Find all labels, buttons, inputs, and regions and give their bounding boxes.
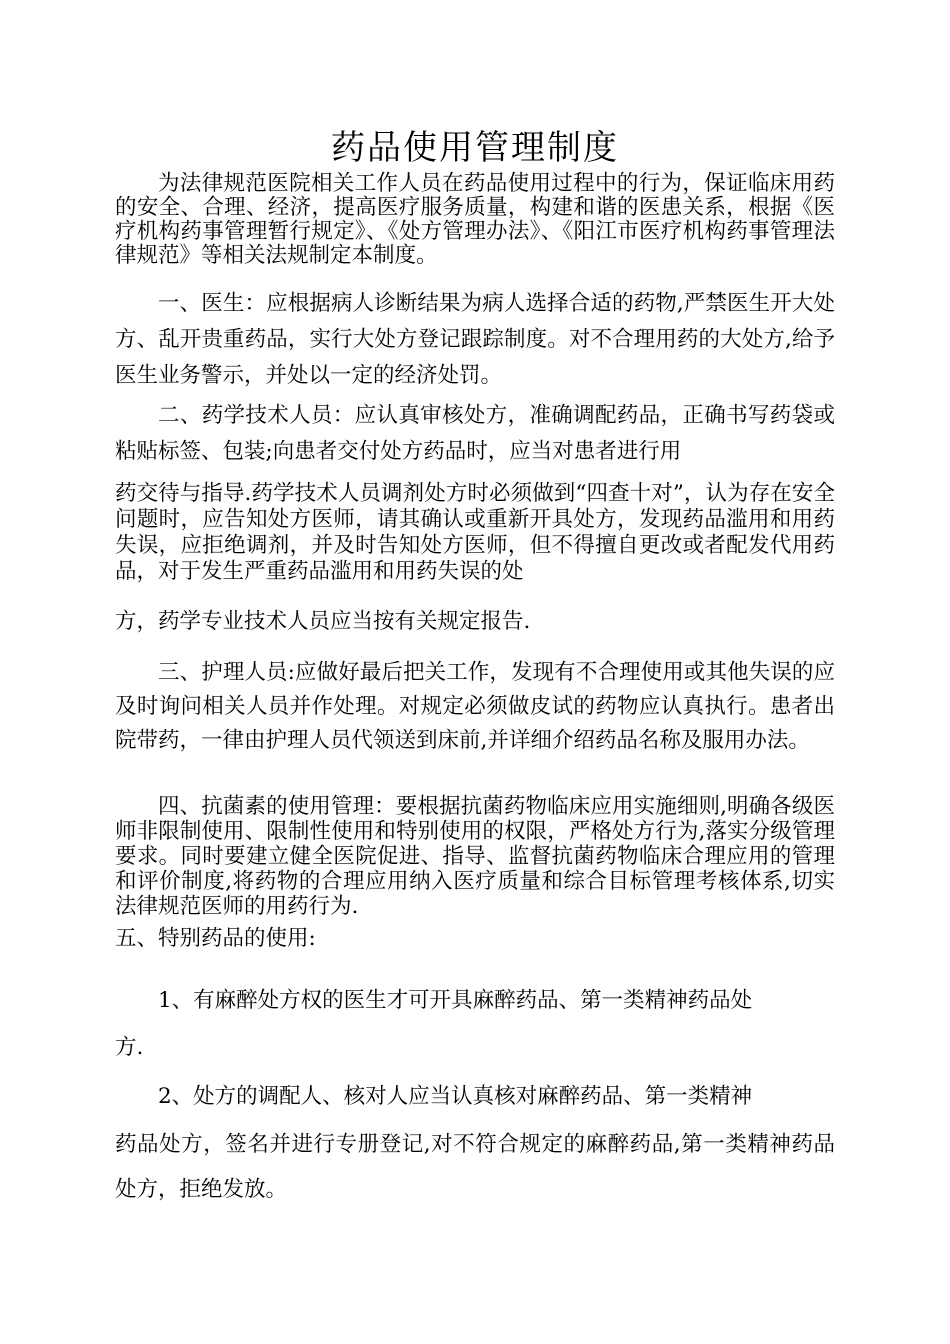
antibiotics-paragraph: 四、抗菌素的使用管理：要根据抗菌药物临床应用实施细则,明确各级医师非限制使用、限制性使用和特别使用的权限，严格处方行为,落实分级管理要求。同时要建立健全医院促进、指导、监督抗菌药物临床合理应用的管理和评价制度,将药物的合理应用纳入医疗质量和综合目标管理考核体系,切实法律规范医师的用药行为. — [115, 794, 835, 919]
pharmacist-paragraph-part-3: 方，药学专业技术人员应当按有关规定报告. — [115, 609, 531, 634]
special-item-1-line-2: 方. — [115, 1035, 144, 1060]
nurse-paragraph: 三、护理人员:应做好最后把关工作，发现有不合理使用或其他失误的应及时询问相关人员并作处理。对规定必须做皮试的药物应认真执行。患者出院带药，一律由护理人员代领送到床前,并详细介绍药品名称及服用办法。 — [115, 660, 835, 753]
special-item-2-line-2: 药品处方，签名并进行专册登记,对不符合规定的麻醉药品,第一类精神药品处方，拒绝发放。 — [115, 1132, 835, 1202]
intro-paragraph: 为法律规范医院相关工作人员在药品使用过程中的行为，保证临床用药的安全、合理、经济，提高医疗服务质量，构建和谐的医患关系，根据《医疗机构药事管理暂行规定》、《处方管理办法》、《阳江市医疗机构药事管理法律规范》等相关法规制定本制度。 — [115, 171, 835, 268]
special-item-1-line-1: 1、有麻醉处方权的医生才可开具麻醉药品、第一类精神药品处 — [158, 988, 753, 1013]
special-drugs-heading: 五、特别药品的使用: — [115, 926, 316, 951]
doctor-paragraph: 一、医生：应根据病人诊断结果为病人选择合适的药物,严禁医生开大处方、乱开贵重药品，实行大处方登记跟踪制度。对不合理用药的大处方,给予医生业务警示，并处以一定的经济处罚。 — [115, 291, 835, 388]
pharmacist-paragraph-part-2: 药交待与指导.药学技术人员调剂处方时必须做到“四查十对”，认为存在安全问题时，应告知处方医师，请其确认或重新开具处方，发现药品滥用和用药失误，应拒绝调剂，并及时告知处方医师，但不得擅自更改或者配发代用药品，对于发生严重药品滥用和用药失误的处 — [115, 481, 835, 584]
pharmacist-paragraph-part-1: 二、药学技术人员：应认真审核处方，准确调配药品，正确书写药袋或粘贴标签、包装;向患者交付处方药品时，应当对患者进行用 — [115, 403, 835, 464]
document-title: 药品使用管理制度 — [331, 128, 619, 168]
special-item-2-line-1: 2、处方的调配人、核对人应当认真核对麻醉药品、第一类精神 — [158, 1084, 753, 1109]
